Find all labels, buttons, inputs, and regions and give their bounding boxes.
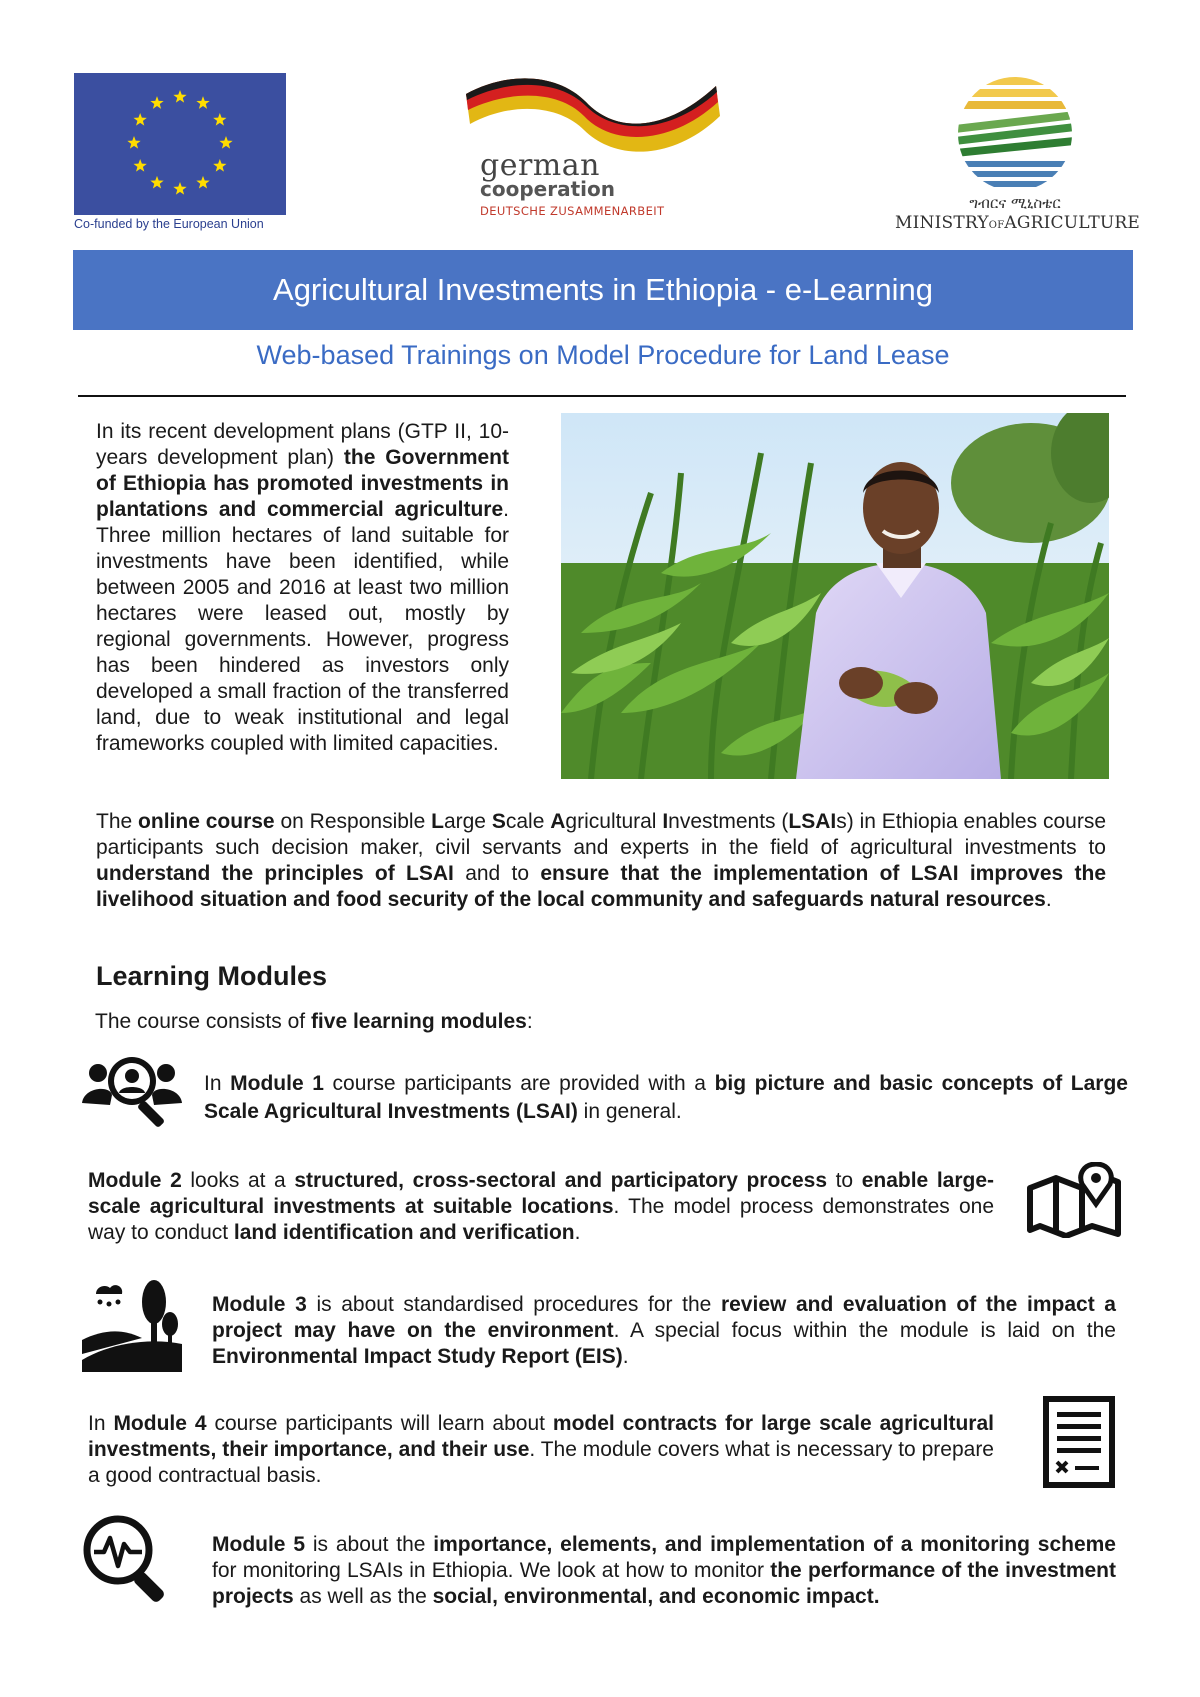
divider <box>78 395 1126 397</box>
section-heading: Learning Modules <box>96 961 328 991</box>
cooperation-wordmark: cooperation <box>480 177 615 201</box>
map-pin-icon <box>1026 1162 1122 1238</box>
eu-star <box>213 113 226 126</box>
eu-star <box>150 96 163 109</box>
eu-star <box>219 136 232 149</box>
page-subtitle: Web-based Trainings on Model Procedure for Land Lease <box>256 340 950 370</box>
rain-tree-landscape-icon <box>82 1280 182 1372</box>
group-search-icon <box>82 1055 182 1133</box>
eu-star <box>150 176 163 189</box>
title-banner <box>73 250 1133 330</box>
eu-star <box>134 113 147 126</box>
eu-flag-icon <box>74 73 286 215</box>
eu-caption: Co-funded by the European Union <box>74 217 264 231</box>
german-wordmark: german <box>480 148 600 183</box>
eu-star <box>196 176 209 189</box>
modules-lead: The course consists of five learning modules: <box>95 1010 533 1033</box>
farmer-cornfield-photo <box>561 413 1109 779</box>
eu-star <box>196 96 209 109</box>
intro-paragraph: In its recent development plans (GTP II, 10-years development plan) the Government of Ethiopia has promoted investments in plantations and commercial agriculture. Three million hectares of land suitable for investments have been identified, while between 2005 and 2016 at least two million hectares were leased out, mostly by regional governments. However, progress has been hindered as investors only developed a small fraction of the transferred land, due to weak institutional and legal frameworks coupled with limited capacities. <box>96 420 509 755</box>
ministry-amharic-name: ግብርና ሚኒስቴር <box>969 194 1061 212</box>
magnifier-pulse-icon <box>82 1514 174 1606</box>
module-1-text: In Module 1 course participants are provided with a big picture and basic concepts of Large Scale Agricultural Investments (LSAI) in general. <box>204 1072 1128 1123</box>
deutsche-zusammenarbeit-text: DEUTSCHE ZUSAMMENARBEIT <box>480 204 665 218</box>
eu-star <box>127 136 140 149</box>
module-2-text: Module 2 looks at a structured, cross-sectoral and participatory process to enable large-scale agricultural investments at suitable locations. The model process demonstrates one way to conduct land identification and verification. <box>88 1169 994 1244</box>
eu-logo <box>74 73 286 231</box>
module-5-text: Module 5 is about the importance, elements, and implementation of a monitoring scheme for monitoring LSAIs in Ethiopia. We look at how to monitor the performance of the investment projects as well as the social, environmental, and economic impact. <box>212 1533 1116 1608</box>
page-title: Agricultural Investments in Ethiopia - e-Learning <box>273 272 933 307</box>
german-flag-wave-icon <box>466 72 722 152</box>
module-3-text: Module 3 is about standardised procedures for the review and evaluation of the impact a project may have on the environment. A special focus within the module is laid on the Environmental Impact Study Report (EIS). <box>212 1293 1116 1368</box>
ministry-sun-field-icon <box>955 75 1075 193</box>
ministry-english-name: MINISTRYOFAGRICULTURE <box>895 213 1141 233</box>
course-paragraph: The online course on Responsible Large Scale Agricultural Investments (LSAIs) in Ethiopia enables course participants such decision maker, civil servants and experts in the field of agricultural investments to understand the principles of LSAI and to ensure that the implementation of LSAI improves the livelihood situation and food security of the local community and safeguards natural resources. <box>96 810 1106 911</box>
eu-star <box>134 159 147 172</box>
eu-star <box>173 90 186 103</box>
ministry-of-agriculture-logo <box>895 75 1141 235</box>
module-4-text: In Module 4 course participants will learn about model contracts for large scale agricultural investments, their importance, and their use. The module covers what is necessary to prepare a good contractual basis. <box>88 1412 994 1487</box>
eu-star <box>213 159 226 172</box>
eu-star <box>173 182 186 195</box>
german-cooperation-logo <box>460 72 730 222</box>
contract-document-icon <box>1043 1396 1115 1488</box>
